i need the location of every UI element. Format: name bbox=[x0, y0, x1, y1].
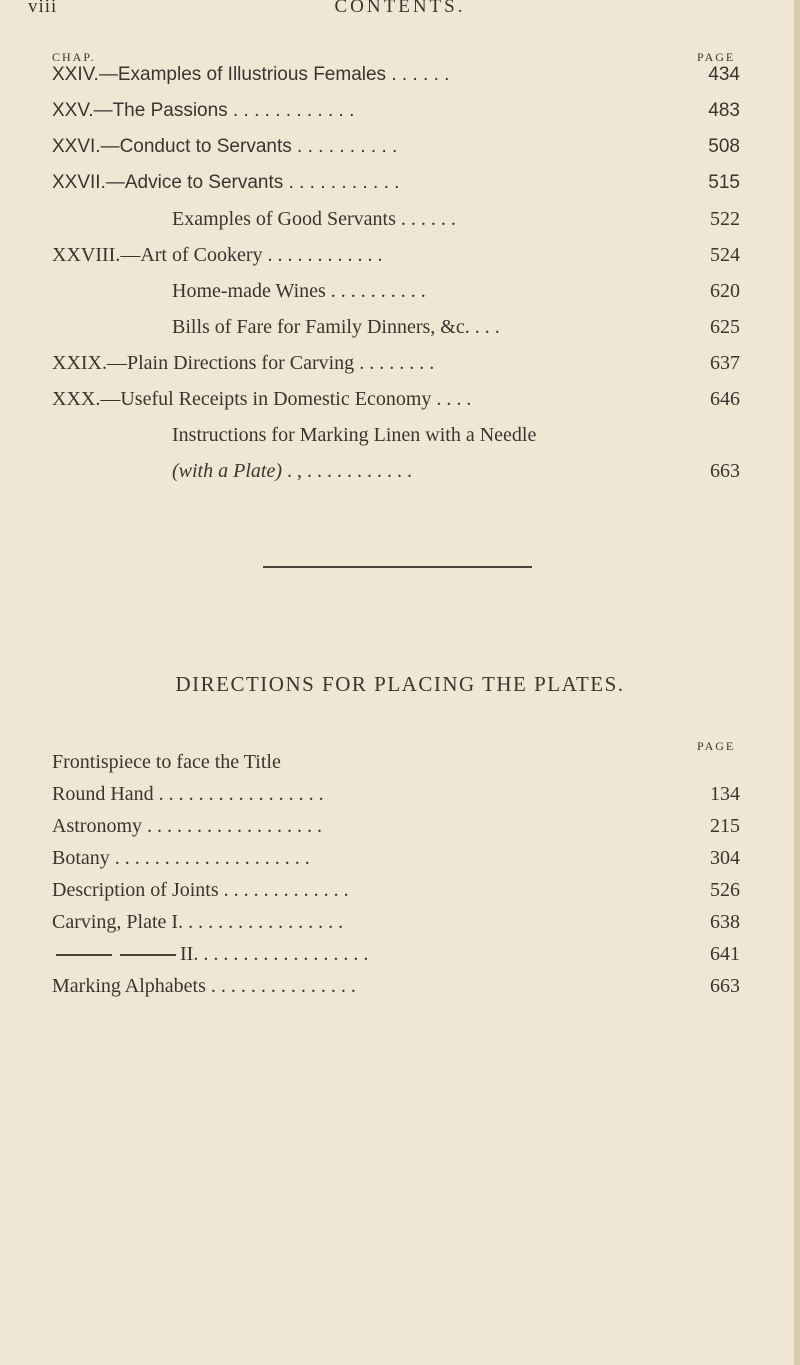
dot-leader: . . . . . . . . . . . . bbox=[267, 244, 383, 266]
section-title: Home-made Wines bbox=[172, 280, 326, 302]
section-divider bbox=[263, 566, 532, 568]
plate-title: II. bbox=[180, 943, 199, 965]
dot-leader: . . . . . . bbox=[391, 64, 450, 85]
dot-leader: . . . . . . . . . . bbox=[297, 136, 398, 157]
dot-leader: . . . bbox=[474, 316, 500, 338]
page-number: 515 bbox=[708, 172, 740, 193]
toc-row bbox=[0, 460, 800, 490]
dot-leader: . . . . . . . . . . . . . . . . . . bbox=[147, 815, 322, 837]
chapter-number: XXIV. bbox=[52, 64, 99, 85]
chapter-title: —Conduct to Servants bbox=[100, 136, 292, 157]
toc-row bbox=[0, 172, 800, 202]
chapter-title: —Examples of Illustrious Females bbox=[98, 64, 387, 85]
chap-column-label: CHAP. bbox=[52, 50, 96, 64]
plate-row bbox=[0, 943, 800, 973]
dot-leader: . , . . . . . . . . . . . bbox=[286, 460, 412, 482]
running-head bbox=[0, 0, 800, 18]
ditto-dash bbox=[120, 954, 176, 956]
chapter-title: —Art of Cookery bbox=[120, 244, 263, 266]
section-title: Bills of Fare for Family Dinners, &c. bbox=[172, 316, 470, 338]
chapter-number: XXIX. bbox=[52, 352, 107, 374]
dot-leader: . . . . . . . . . . . . . . . . bbox=[188, 911, 344, 933]
section-title: Examples of Good Servants bbox=[172, 208, 396, 230]
plate-title: Astronomy bbox=[52, 815, 142, 837]
plates-heading: DIRECTIONS FOR PLACING THE PLATES. bbox=[175, 672, 625, 696]
ditto-dash bbox=[56, 954, 112, 956]
page-number: 508 bbox=[708, 136, 740, 157]
page-number: 625 bbox=[710, 316, 740, 338]
page-number: 663 bbox=[710, 460, 740, 482]
plate-title: Marking Alphabets bbox=[52, 975, 206, 997]
toc-row bbox=[0, 280, 800, 310]
chapter-number: XXV. bbox=[52, 100, 94, 121]
dot-leader: . . . . . . bbox=[400, 208, 456, 230]
toc-row bbox=[0, 64, 800, 94]
dot-leader: . . . . . . . . . . . . bbox=[232, 100, 355, 121]
toc-row bbox=[0, 424, 800, 454]
page-number: 524 bbox=[710, 244, 740, 266]
plate-title: Description of Joints bbox=[52, 879, 219, 901]
plate-row bbox=[0, 751, 800, 781]
page-number: 483 bbox=[708, 100, 740, 121]
toc-row bbox=[0, 100, 800, 130]
plate-title: Carving, Plate I. bbox=[52, 911, 184, 933]
page-number: 637 bbox=[710, 352, 740, 374]
page-number: 638 bbox=[710, 911, 740, 933]
plate-title: Frontispiece to face the Title bbox=[52, 751, 281, 773]
toc-row bbox=[0, 352, 800, 382]
plate-title: Round Hand bbox=[52, 783, 154, 805]
chapter-title: —Useful Receipts in Domestic Economy bbox=[100, 388, 432, 410]
plate-row bbox=[0, 847, 800, 877]
toc-row bbox=[0, 388, 800, 418]
dot-leader: . . . . . . . . . . . bbox=[288, 172, 400, 193]
running-title: CONTENTS. bbox=[334, 0, 466, 17]
plate-row bbox=[0, 975, 800, 1005]
section-title: Instructions for Marking Linen with a Needle bbox=[172, 424, 537, 446]
plate-row bbox=[0, 911, 800, 941]
toc-row bbox=[0, 208, 800, 238]
plate-row bbox=[0, 815, 800, 845]
chapter-title: —The Passions bbox=[93, 100, 228, 121]
page-number: 526 bbox=[710, 879, 740, 901]
page-number: 641 bbox=[710, 943, 740, 965]
page-folio: viii bbox=[28, 0, 58, 17]
toc-row bbox=[0, 316, 800, 346]
plates-page-label: PAGE bbox=[697, 739, 736, 753]
dot-leader: . . . . . . . . . . . . . . . . . . . . bbox=[114, 847, 310, 869]
dot-leader: . . . . . . . . bbox=[359, 352, 435, 374]
dot-leader: . . . . . . . . . . . . . . . . . bbox=[158, 783, 324, 805]
plate-title: Botany bbox=[52, 847, 110, 869]
dot-leader: . . . . bbox=[436, 388, 472, 410]
chapter-number: XXVII. bbox=[52, 172, 106, 193]
chapter-title: —Advice to Servants bbox=[105, 172, 284, 193]
page-number: 134 bbox=[710, 783, 740, 805]
page-number: 215 bbox=[710, 815, 740, 837]
page-number: 663 bbox=[710, 975, 740, 997]
chapter-title: —Plain Directions for Carving bbox=[107, 352, 355, 374]
dot-leader: . . . . . . . . . . . . . . . . . bbox=[203, 943, 369, 965]
dot-leader: . . . . . . . . . . . . . . . bbox=[210, 975, 356, 997]
chapter-number: XXX. bbox=[52, 388, 101, 410]
page-number: 304 bbox=[710, 847, 740, 869]
page-number: 434 bbox=[708, 64, 740, 85]
chapter-number: XXVIII. bbox=[52, 244, 121, 266]
plate-row bbox=[0, 783, 800, 813]
toc-row bbox=[0, 244, 800, 274]
toc-row bbox=[0, 136, 800, 166]
section-title: (with a Plate) bbox=[172, 460, 282, 482]
dot-leader: . . . . . . . . . . . . . bbox=[223, 879, 349, 901]
page-number: 646 bbox=[710, 388, 740, 410]
plate-row bbox=[0, 879, 800, 909]
page-number: 620 bbox=[710, 280, 740, 302]
chapter-number: XXVI. bbox=[52, 136, 101, 157]
dot-leader: . . . . . . . . . . bbox=[330, 280, 426, 302]
page-number: 522 bbox=[710, 208, 740, 230]
page-column-label: PAGE bbox=[697, 50, 736, 64]
